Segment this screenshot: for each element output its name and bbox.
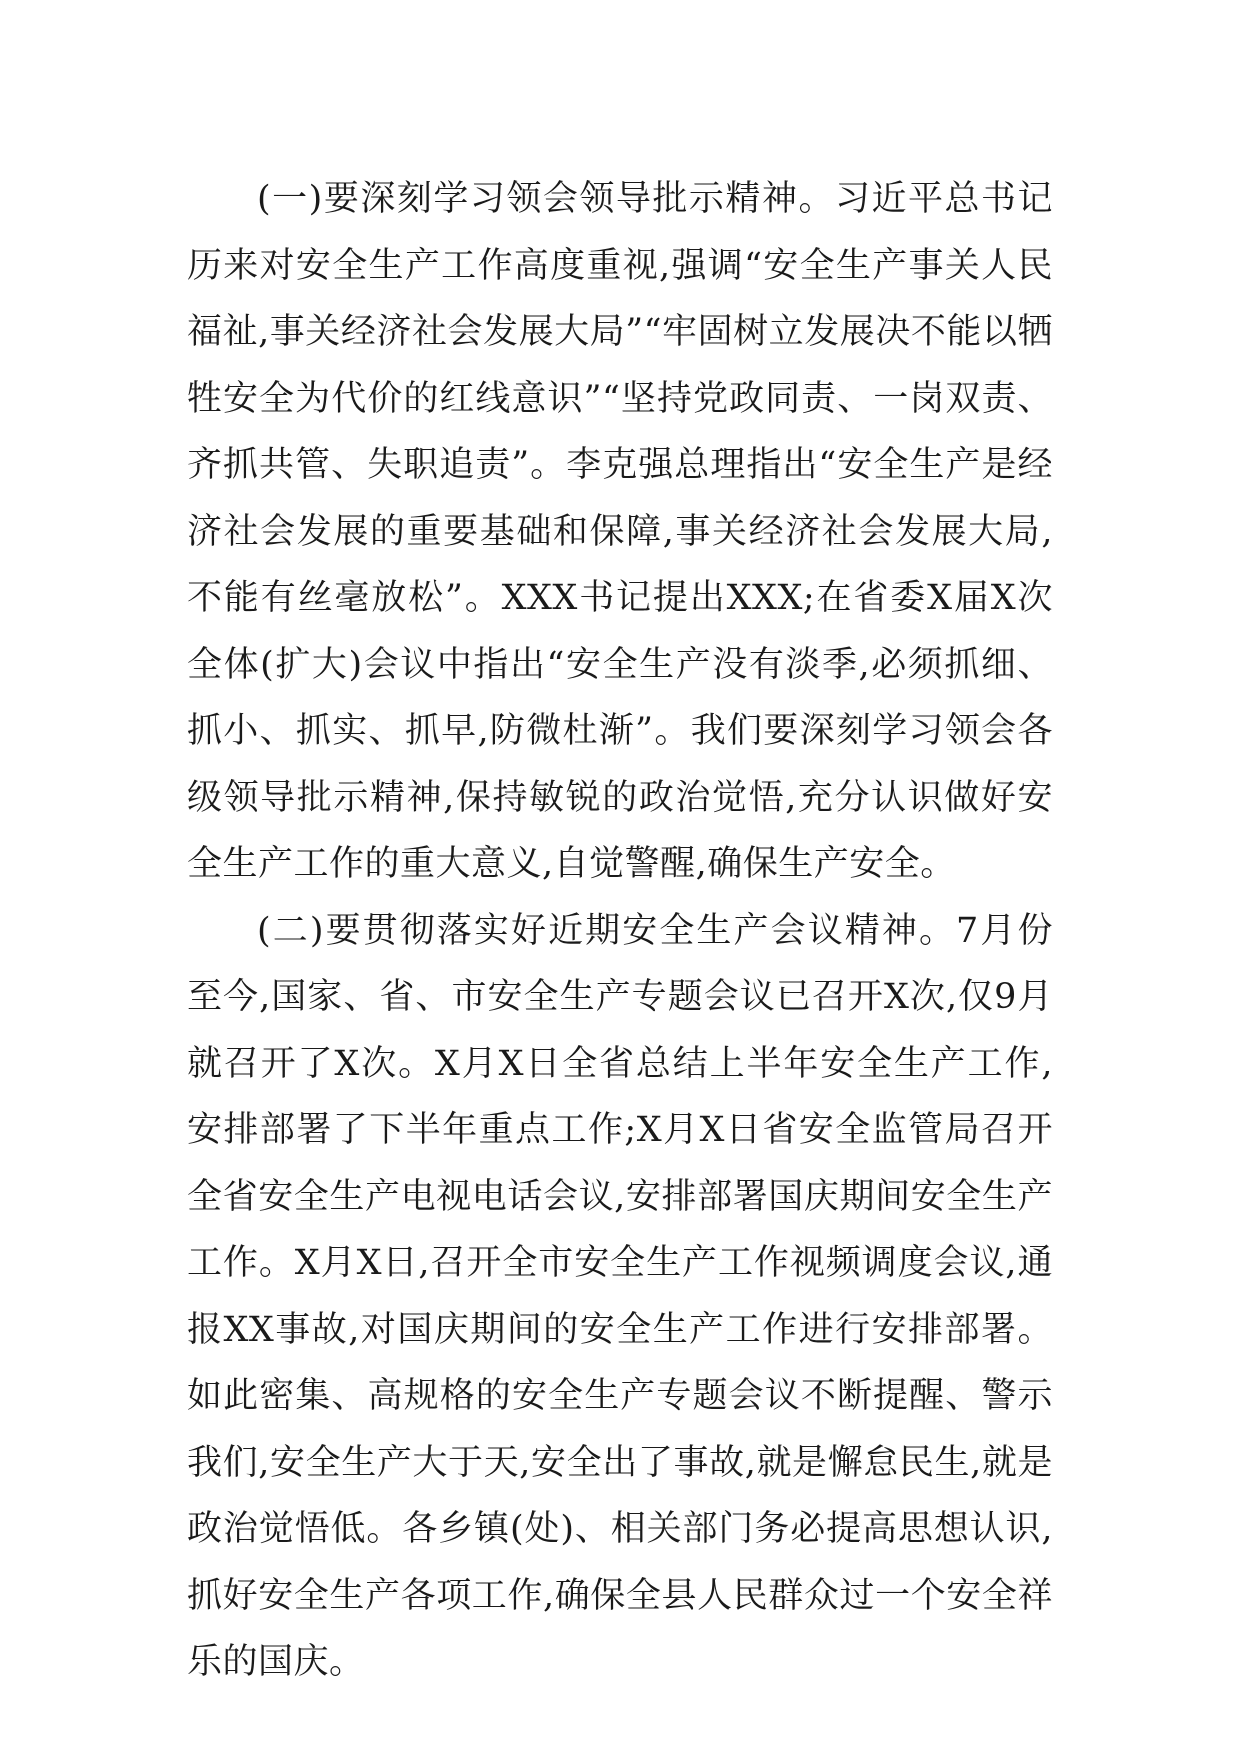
paragraph-2: (二)要贯彻落实好近期安全生产会议精神。7月份至今,国家、省、市安全生产专题会议已召开X次,仅9月就召开了X次。X月X日全省总结上半年安全生产工作,安排部署了下半年重点工作;X月X日省安全监管局召开全省安全生产电视电话会议,安排部署国庆期间安全生产工作。X月X日,召开全市安全生产工作视频调度会议,通报XX事故,对国庆期间的安全生产工作进行安排部署。如此密集、高规格的安全生产专题会议不断提醒、警示我们,安全生产大于天,安全出了事故,就是懈怠民生,就是政治觉悟低。各乡镇(处)、相关部门务必提高思想认识,抓好安全生产各项工作,确保全县人民群众过一个安全祥乐的国庆。 (187, 910, 1053, 1682)
document-body (187, 166, 1053, 1696)
paragraph-1: (一)要深刻学习领会领导批示精神。习近平总书记历来对安全生产工作高度重视,强调“安全生产事关人民福祉,事关经济社会发展大局”“牢固树立发展决不能以牺牲安全为代价的红线意识”“坚持党政同责、一岗双责、齐抓共管、失职追责”。李克强总理指出“安全生产是经济社会发展的重要基础和保障,事关经济社会发展大局,不能有丝毫放松”。XXX书记提出XXX;在省委X届X次全体(扩大)会议中指出“安全生产没有淡季,必须抓细、抓小、抓实、抓早,防微杜渐”。我们要深刻学习领会各级领导批示精神,保持敏锐的政治觉悟,充分认识做好安全生产工作的重大意义,自觉警醒,确保生产安全。 (187, 179, 1053, 884)
